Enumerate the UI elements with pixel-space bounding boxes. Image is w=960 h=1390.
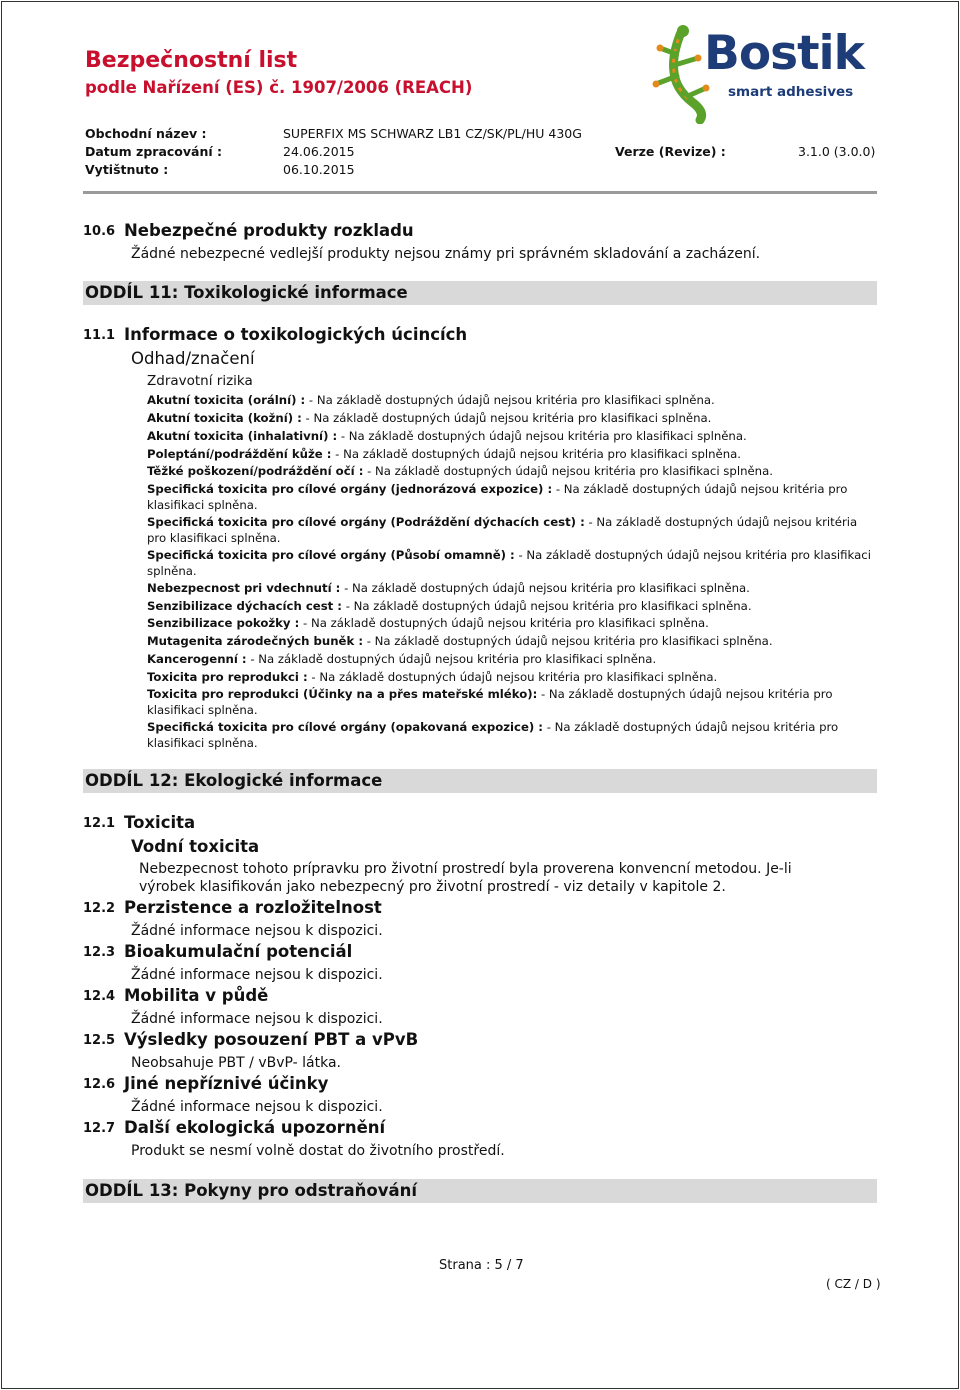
tox-item: Toxicita pro reprodukci : - Na základě dostupných údajů nejsou kritéria pro klasifikaci splněna.: [147, 670, 718, 684]
section-subsubtitle: Zdravotní rizika: [147, 373, 253, 389]
section-number: 12.1: [83, 816, 116, 831]
section-text: Produkt se nesmí volně dostat do životního prostředí.: [131, 1143, 505, 1159]
logo-tagline: smart adhesives: [728, 84, 854, 100]
tox-item: Akutní toxicita (inhalativní) : - Na základě dostupných údajů nejsou kritéria pro klasifikaci splněna.: [147, 429, 747, 443]
section-text: Žádné nebezpecné vedlejší produkty nejsou známy pri správném skladování a zacházení.: [131, 246, 761, 262]
section-title: Jiné nepříznivé účinky: [124, 1074, 329, 1093]
printed-date-value: 06.10.2015: [283, 162, 355, 177]
processed-date-label: Datum zpracování :: [85, 144, 222, 159]
section-number: 11.1: [83, 328, 116, 343]
section-number: 12.5: [83, 1033, 116, 1048]
tox-item: Akutní toxicita (kožní) : - Na základě dostupných údajů nejsou kritéria pro klasifikaci splněna.: [147, 411, 712, 425]
version-label: Verze (Revize) :: [615, 144, 726, 159]
tox-item: Senzibilizace dýchacích cest : - Na základě dostupných údajů nejsou kritéria pro klasifikaci splněna.: [147, 599, 752, 613]
section-subtitle: Vodní toxicita: [131, 837, 260, 856]
trade-name-label: Obchodní název :: [85, 126, 207, 141]
section-title: Perzistence a rozložitelnost: [124, 898, 382, 917]
tox-item: Kancerogenní : - Na základě dostupných údajů nejsou kritéria pro klasifikaci splněna.: [147, 652, 657, 666]
section-number: 12.6: [83, 1077, 116, 1092]
section-text: Žádné informace nejsou k dispozici.: [131, 1099, 383, 1115]
tox-item: Toxicita pro reprodukci (Účinky na a přes mateřské mléko): - Na základě dostupných údajů nejsou kritéria pro klasifikaci splněna.: [147, 687, 833, 717]
country-code: ( CZ / D ): [826, 1277, 881, 1291]
tox-item: Mutagenita zárodečných buněk : - Na základě dostupných údajů nejsou kritéria pro klasifikaci splněna.: [147, 634, 773, 648]
header-rule: [83, 191, 877, 194]
section-title: Informace o toxikologických úcincích: [124, 325, 468, 344]
document-subtitle: podle Nařízení (ES) č. 1907/2006 (REACH): [85, 78, 473, 97]
section-11-band: ODDÍL 11: Toxikologické informace: [83, 281, 877, 305]
version-value: 3.1.0 (3.0.0): [798, 144, 876, 159]
section-number: 12.7: [83, 1121, 116, 1136]
document-title: Bezpečnostní list: [85, 48, 298, 73]
section-12-band: ODDÍL 12: Ekologické informace: [83, 769, 877, 793]
tox-item: Specifická toxicita pro cílové orgány (jednorázová expozice) : - Na základě dostupných údajů nejsou kritéria pro klasifikaci splněna.: [147, 482, 848, 512]
tox-item: Specifická toxicita pro cílové orgány (Působí omamně) : - Na základě dostupných údajů nejsou kritéria pro klasifikaci splněna.: [147, 548, 871, 578]
section-number: 12.2: [83, 901, 116, 916]
section-number: 12.3: [83, 945, 116, 960]
bostik-logo: [648, 24, 878, 124]
section-number: 10.6: [83, 224, 116, 239]
logo-wordmark: Bostik: [704, 26, 864, 81]
section-title: Další ekologická upozornění: [124, 1118, 386, 1137]
page-number: Strana : 5 / 7: [439, 1258, 524, 1273]
tox-item: Nebezpecnost pri vdechnutí : - Na základě dostupných údajů nejsou kritéria pro klasifikaci splněna.: [147, 581, 750, 595]
section-title: Nebezpečné produkty rozkladu: [124, 221, 414, 240]
section-title: Toxicita: [124, 813, 196, 832]
section-text: Neobsahuje PBT / vBvP- látka.: [131, 1055, 341, 1071]
section-text: Žádné informace nejsou k dispozici.: [131, 923, 383, 939]
section-title: Mobilita v půdě: [124, 986, 269, 1005]
section-number: 12.4: [83, 989, 116, 1004]
tox-item: Poleptání/podráždění kůže : - Na základě dostupných údajů nejsou kritéria pro klasifikaci splněna.: [147, 447, 741, 461]
section-text: Nebezpecnost tohoto prípravku pro životní prostredí byla proverena konvencní metodou. Je-li: [139, 861, 792, 877]
printed-date-label: Vytištnuto :: [85, 162, 169, 177]
section-13-band: ODDÍL 13: Pokyny pro odstraňování: [83, 1179, 877, 1203]
section-title: Výsledky posouzení PBT a vPvB: [124, 1030, 419, 1049]
tox-item: Specifická toxicita pro cílové orgány (opakovaná expozice) : - Na základě dostupných údajů nejsou kritéria pro klasifikaci splněna.: [147, 720, 839, 750]
tox-item: Akutní toxicita (orální) : - Na základě dostupných údajů nejsou kritéria pro klasifikaci splněna.: [147, 393, 715, 407]
tox-item: Senzibilizace pokožky : - Na základě dostupných údajů nejsou kritéria pro klasifikaci splněna.: [147, 616, 709, 630]
section-title: Bioakumulační potenciál: [124, 942, 353, 961]
trade-name-value: SUPERFIX MS SCHWARZ LB1 CZ/SK/PL/HU 430G: [283, 126, 582, 141]
section-text: výrobek klasifikován jako nebezpecný pro životní prostredí - viz detaily v kapitole 2.: [139, 879, 726, 895]
processed-date-value: 24.06.2015: [283, 144, 355, 159]
tox-item: Těžké poškození/podráždění očí : - Na základě dostupných údajů nejsou kritéria pro klasifikaci splněna.: [147, 464, 773, 478]
section-text: Žádné informace nejsou k dispozici.: [131, 1011, 383, 1027]
section-text: Žádné informace nejsou k dispozici.: [131, 967, 383, 983]
tox-item: Specifická toxicita pro cílové orgány (Podráždění dýchacích cest) : - Na základě dostupných údajů nejsou kritéria pro klasifikaci splněna.: [147, 515, 858, 545]
section-subtitle: Odhad/značení: [131, 349, 255, 368]
